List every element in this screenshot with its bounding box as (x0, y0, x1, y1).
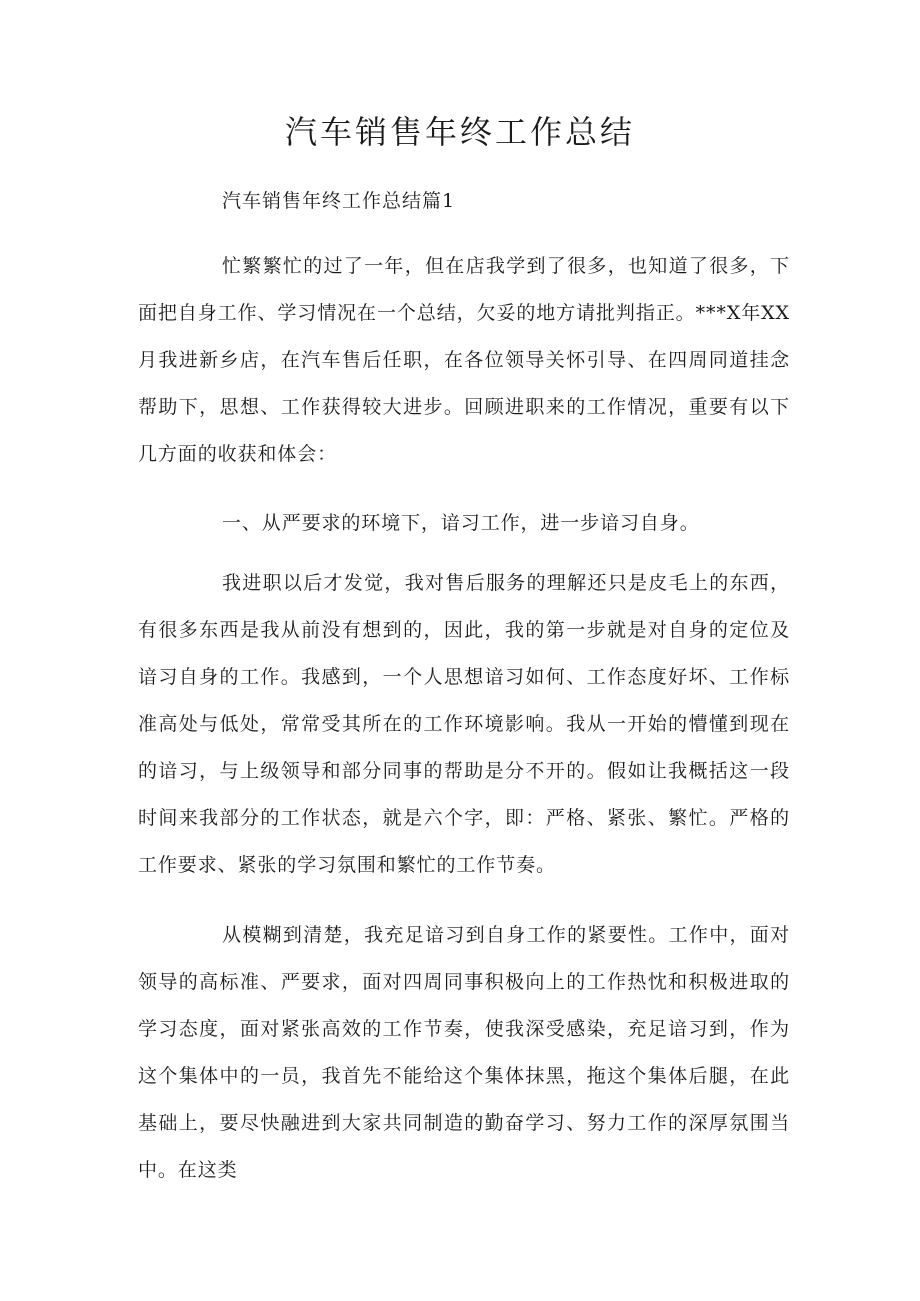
paragraph-continued: 从模糊到清楚，我充足谙习到自身工作的紧要性。工作中，面对领导的高标准、严要求，面对四周同事积极向上的工作热忱和积极进取的学习态度，面对紧张高效的工作节奏，使我深受感染，充足谙习到，作为这个集体中的一员，我首先不能给这个集体抹黑，拖这个集体后腿，在此基础上，要尽快融进到大家共同制造的勤奋学习、努力工作的深厚氛围当中。在这类 (138, 924, 790, 1181)
document-subtitle: 汽车销售年终工作总结篇1 (222, 190, 456, 212)
paragraph-intro: 忙繁繁忙的过了一年，但在店我学到了很多，也知道了很多，下面把自身工作、学习情况在一个总结，欠妥的地方请批判指正。***X年XX月我进新乡店，在汽车售后任职，在各位领导关怀引导、在四周同道挂念帮助下，思想、工作获得较大进步。回顾进职来的工作情况，重要有以下几方面的收获和体会： (138, 255, 790, 465)
document-title: 汽车销售年终工作总结 (284, 113, 635, 151)
paragraph-section-1: 我进职以后才发觉，我对售后服务的理解还只是皮毛上的东西，有很多东西是我从前没有想到的，因此，我的第一步就是对自身的定位及谙习自身的工作。我感到，一个人思想谙习如何、工作态度好坏、工作标准高处与低处，常常受其所在的工作环境影响。我从一开始的懵懂到现在的谙习，与上级领导和部分同事的帮助是分不开的。假如让我概括这一段时间来我部分的工作状态，就是六个字，即：严格、紧张、繁忙。严格的工作要求、紧张的学习氛围和繁忙的工作节奏。 (138, 572, 790, 876)
section-heading-1: 一、从严要求的环境下，谙习工作，进一步谙习自身。 (222, 512, 700, 534)
